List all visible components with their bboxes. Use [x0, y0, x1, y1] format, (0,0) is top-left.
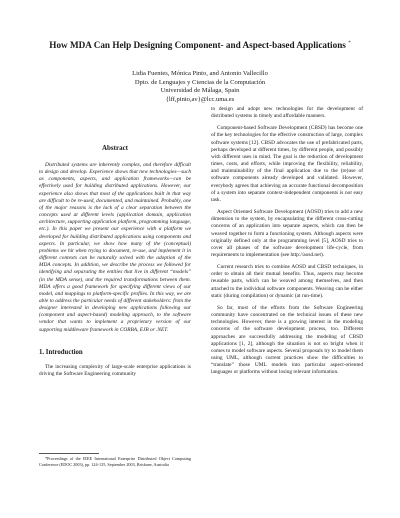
- author-university: Universidad de Málaga, Spain: [160, 87, 240, 95]
- right-paragraph-research: Current research tries to combine AOSD and CBSD techniques, in order to obtain all their mutual benefits. Thus, aspects may become reusable parts, which can be weaved among themselves, and then attached to the individual software components. Weaving can be either static (during compilation) or dynamic (at run-time).: [211, 264, 363, 299]
- title-text: How MDA Can Help Designing Component- and Aspect-based Applications: [49, 40, 346, 51]
- paper-title: [20, 38, 380, 51]
- right-column: [211, 106, 363, 381]
- author-department: Dpto. de Lenguajes y Ciencias de la Computación: [134, 78, 266, 86]
- author-names: Lidia Fuentes, Mónica Pinto, and Antonio Vallecillo: [132, 70, 268, 77]
- abstract-text: Distributed systems are inherently complex, and therefore difficult to design and develop. Experience shows that new technologies—such as components, aspects, and application frameworks—can be effectively used for building distributed applications. However, our experience also shows that most of the applications built in that way are difficult to be re-used, documented, and maintained. Probably, one of the major reasons is the lack of a clear separation between the concepts used at different levels (application domain, application architecture, supporting application platform, programming language, etc.). In this paper we present our experience with a platform we developed for building distributed applications using components and aspects. In particular, we show how many of the (conceptual) problems we hit when trying to document, re-use, and implement it in different contexts can be naturally solved with the adoption of the MDA concepts. In addition, we describe the process we followed for identifying and separating the entities that live in different “models” (in the MDA sense), and the required transformations between them. MDA offers a good framework for specifying different views of our model, and mappings to platform-specific profiles. In this way, we are able to address the particular needs of different stakeholders: from the designer interested in developing new applications following our (component and aspect-based) modeling approach, to the software vendor that wants to implement a proprietary version of our supporting middleware framework in CORBA, EJB or .NET.: [39, 162, 191, 333]
- introduction-heading: 1. Introduction: [39, 348, 83, 356]
- footnote-divider: [39, 453, 99, 454]
- right-paragraph-aosd: Aspect Oriented Software Development (AOSD) tries to add a new dimension to the system, by encapsulating the different cross-cutting concerns of an application into separate aspects, which can then be weaved together to form a functioning system. Although aspects were originally defined only at the programming level [5], AOSD tries to cover all phases of the software development life-cycle, from requirements to implementation (see http://aosd.net).: [211, 209, 363, 258]
- left-column: [39, 144, 191, 378]
- right-paragraph-1: to design and adopt new technologies for the development of distributed systems in timely and affordable manners.: [211, 106, 363, 120]
- abstract-heading: Abstract: [101, 144, 129, 152]
- right-paragraph-cbsd: Component-based Software Development (CBSD) has become one of the key technologies for the effective construction of large, complex software systems [12]. CBSD advocates the use of prefabricated parts, perhaps developed at different times, by different people, and possibly with different uses in mind. The goal is the reduction of development times, costs, and efforts, while improving the flexibility, reliability, and maintainability of the final application due to the (re)use of software components already developed and validated. However, everybody agrees that achieving an accurate functional decomposition of a system into separate context-independent components is not easy task.: [211, 125, 363, 203]
- footnote: *Proceedings of the IEEE International Enterprise Distributed Object Computing Conference (EDOC 2003), pp. 124-135, September 2003, Brisbane, Australia: [39, 456, 191, 467]
- title-footnote-mark: *: [348, 41, 351, 46]
- author-block: [60, 70, 340, 104]
- author-emails: {lff,pinto,av}@lcc.uma.es: [165, 95, 235, 103]
- introduction-text: The increasing complexity of large-scale enterprise applications is driving the Software Engineering community: [39, 363, 191, 377]
- right-paragraph-modeling: So far, most of the efforts from the Software Engineering community have concentrated on the technical issues of these new technologies. However, there is a growing interest in the modeling concerns of the software development process, too. Different approaches are successfully addressing the modeling of CBSD applications [1, 2], although the situation is not so bright when it comes to model software aspects. Several proposals try to model them using UML, although current practices show the difficulties to “translate” those UML models into particular aspect-oriented languages or platforms without losing relevant information.: [211, 304, 363, 376]
